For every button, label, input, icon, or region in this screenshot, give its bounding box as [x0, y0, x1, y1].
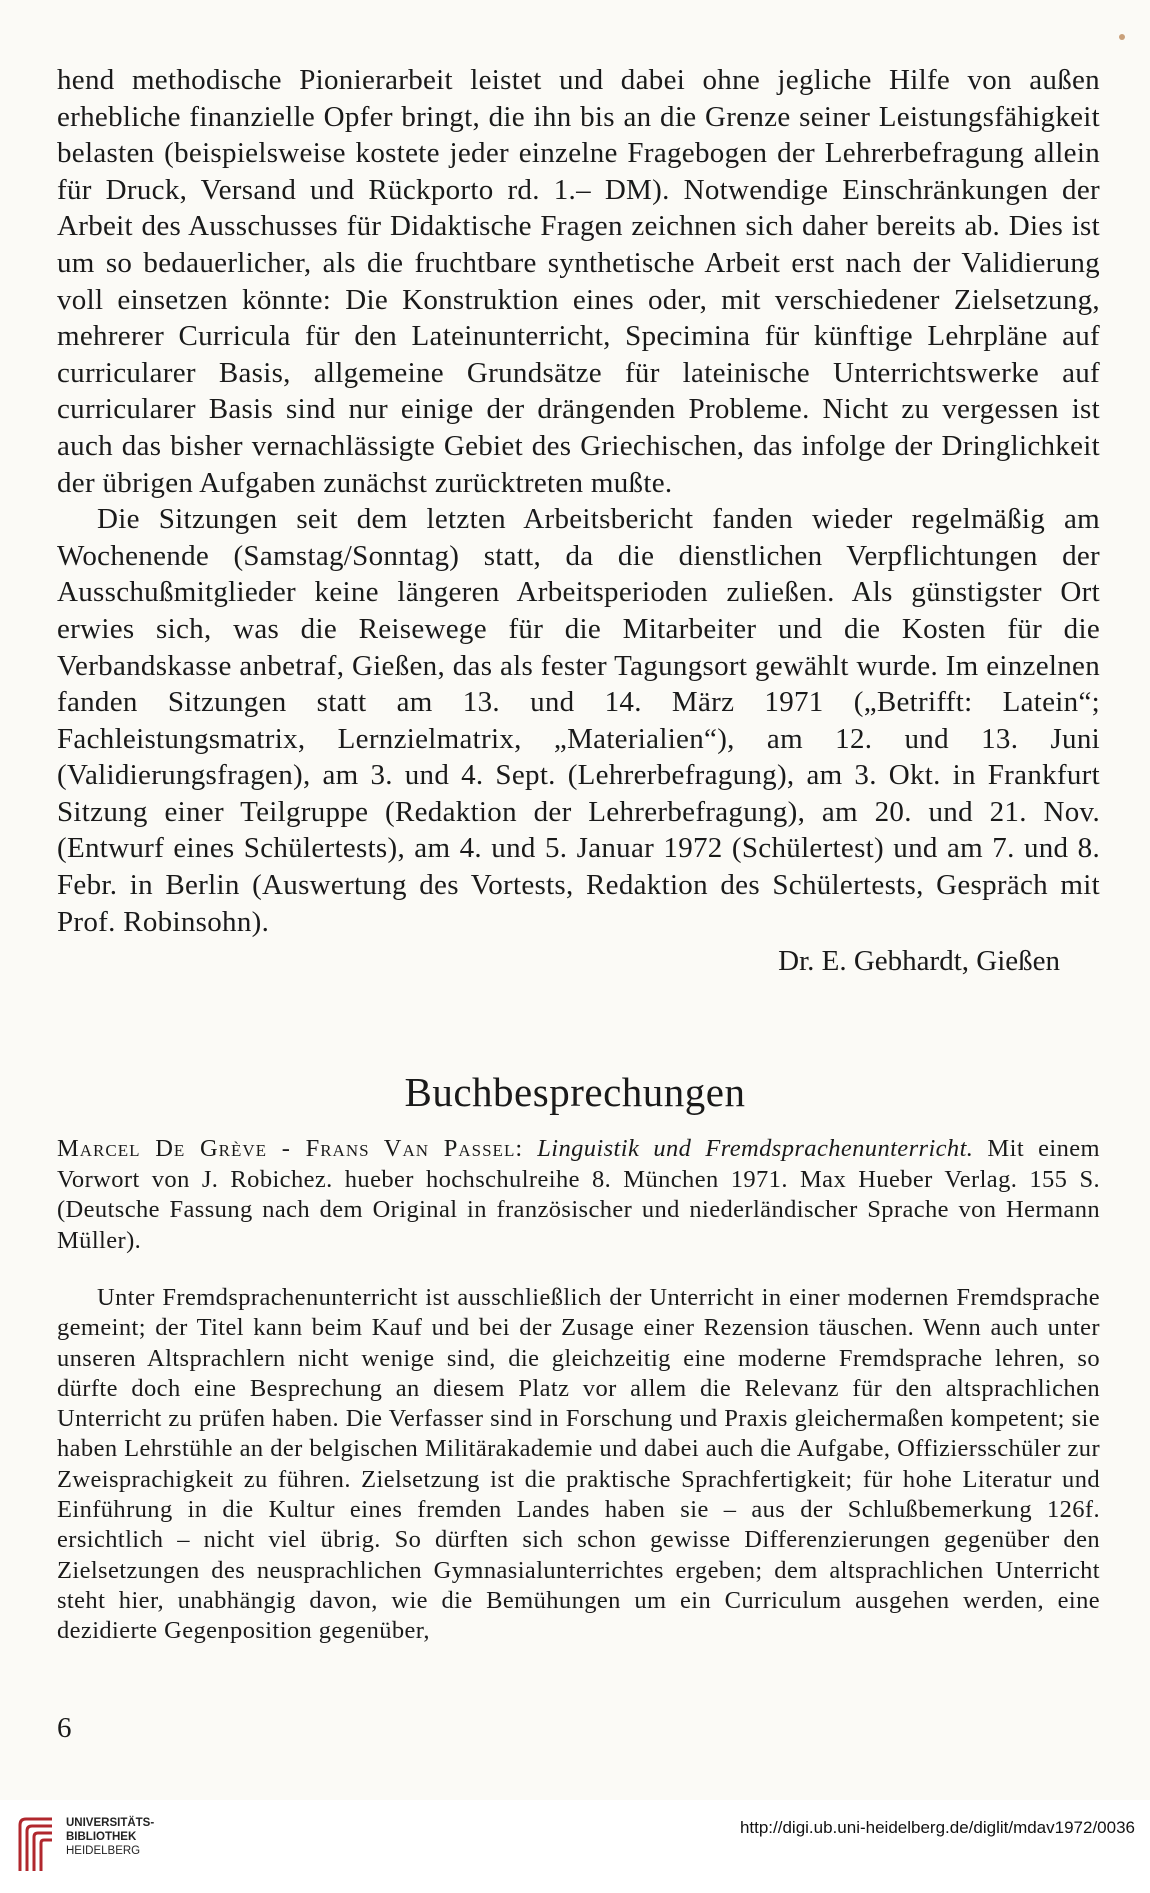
- review-paragraph: Unter Fremdsprachenunterricht ist ausschließlich der Unterricht in einer modernen Fremdsprache gemeint; der Titel kann beim Kauf und bei der Zusage einer Rezension täuschen. Wenn auch unter unseren Altsprachlern nicht wenige sind, die gleichzeitig eine moderne Fremdsprache lehren, so dürfte doch eine Besprechung an diesem Platz vor allem die Relevanz für den altsprachlichen Unterricht zu prüfen haben. Die Verfasser sind in Forschung und Praxis gleichermaßen kompetent; sie haben Lehrstühle an der belgischen Militärakademie und dabei auch die Aufgabe, Offiziersschüler zur Zweisprachigkeit zu führen. Zielsetzung ist die praktische Sprachfertigkeit; für hohe Literatur und Einführung in die Kultur eines fremden Landes haben sie – aus der Schlußbemerkung 126f. ersichtlich – nicht viel übrig. So dürften sich schon gewisse Differenzierungen gegenüber den Zielsetzungen des neusprachlichen Gymnasialunterrichtes ergeben; dem altsprachlichen Unterricht steht hier, unabhängig davon, wie die Bemühungen um ein Curriculum ausgehen werden, eine dezidierte Gegenposition gegenüber,: [57, 1284, 1100, 1645]
- paragraph-1: hend methodische Pionierarbeit leistet und dabei ohne jegliche Hilfe von außen erhebliche finanzielle Opfer bringt, die ihn bis an die Grenze seiner Leistungsfähigkeit belasten (beispielsweise kostete jeder einzelne Fragebogen der Lehrerbefragung allein für Druck, Versand und Rückporto rd. 1.– DM). Notwendige Einschränkungen der Arbeit des Ausschusses für Didaktische Fragen zeichnen sich daher bereits ab. Dies ist um so bedauerlicher, als die fruchtbare synthetische Arbeit erst nach der Validierung voll einsetzen könnte: Die Konstruktion eines oder, mit verschiedener Zielsetzung, mehrerer Curricula für den Lateinunterricht, Specimina für künftige Lehrpläne auf curricularer Basis, allgemeine Grundsätze für lateinische Unterrichtswerke auf curricularer Basis sind nur einige der drängenden Probleme. Nicht zu vergessen ist auch das bisher vernachlässigte Gebiet des Griechischen, das infolge der Dringlichkeit der übrigen Aufgaben zunächst zurücktreten mußte.: [57, 64, 1100, 499]
- page-number: 6: [57, 1712, 72, 1744]
- review-book-details: Mit einem Vorwort von J. Robichez. hueber hochschulreihe 8. München 1971. Max Hueber Verlag. 155 S. (Deutsche Fassung nach dem Original in französischer und niederländischer Sprache von Hermann Müller).: [57, 1135, 1100, 1254]
- footer-bar: [0, 1800, 1150, 1893]
- library-logo-icon: [14, 1815, 56, 1875]
- paragraph-2: Die Sitzungen seit dem letzten Arbeitsbericht fanden wieder regelmäßig am Wochenende (Samstag/Sonntag) statt, da die dienstlichen Verpflichtungen der Ausschußmitglieder keine längeren Arbeitsperioden zuließen. Als günstigster Ort erwies sich, was die Reisewege für die Mitarbeiter und die Kosten für die Verbandskasse anbetraf, Gießen, das als fester Tagungsort gewählt wurde. Im einzelnen fanden Sitzungen statt am 13. und 14. März 1971 („Betrifft: Latein“; Fachleistungsmatrix, Lernzielmatrix, „Materialien“), am 12. und 13. Juni (Validierungsfragen), am 3. und 4. Sept. (Lehrerbefragung), am 3. Okt. in Frankfurt Sitzung einer Teilgruppe (Redaktion der Lehrerbefragung), am 20. und 21. Nov. (Entwurf eines Schülertests), am 4. und 5. Januar 1972 (Schülertest) und am 7. und 8. Febr. in Berlin (Auswertung des Vortests, Redaktion des Schülertests, Gespräch mit Prof. Robinsohn).: [57, 503, 1100, 938]
- author-signature: Dr. E. Gebhardt, Gießen: [778, 945, 1060, 977]
- library-name: UNIVERSITÄTS- BIBLIOTHEK HEIDELBERG: [66, 1817, 155, 1857]
- review-body: [57, 1283, 1100, 1647]
- review-citation: [57, 1134, 1100, 1256]
- review-book-title: Linguistik und Fremdsprachenunterricht.: [537, 1135, 974, 1162]
- page-mark: [1119, 34, 1125, 40]
- source-url-link[interactable]: http://digi.ub.uni-heidelberg.de/diglit/mdav1972/0036: [739, 1818, 1135, 1837]
- section-heading: Buchbesprechungen: [404, 1069, 746, 1115]
- report-text: [57, 62, 1100, 940]
- review-authors: Marcel De Grève - Frans Van Passel:: [57, 1135, 524, 1162]
